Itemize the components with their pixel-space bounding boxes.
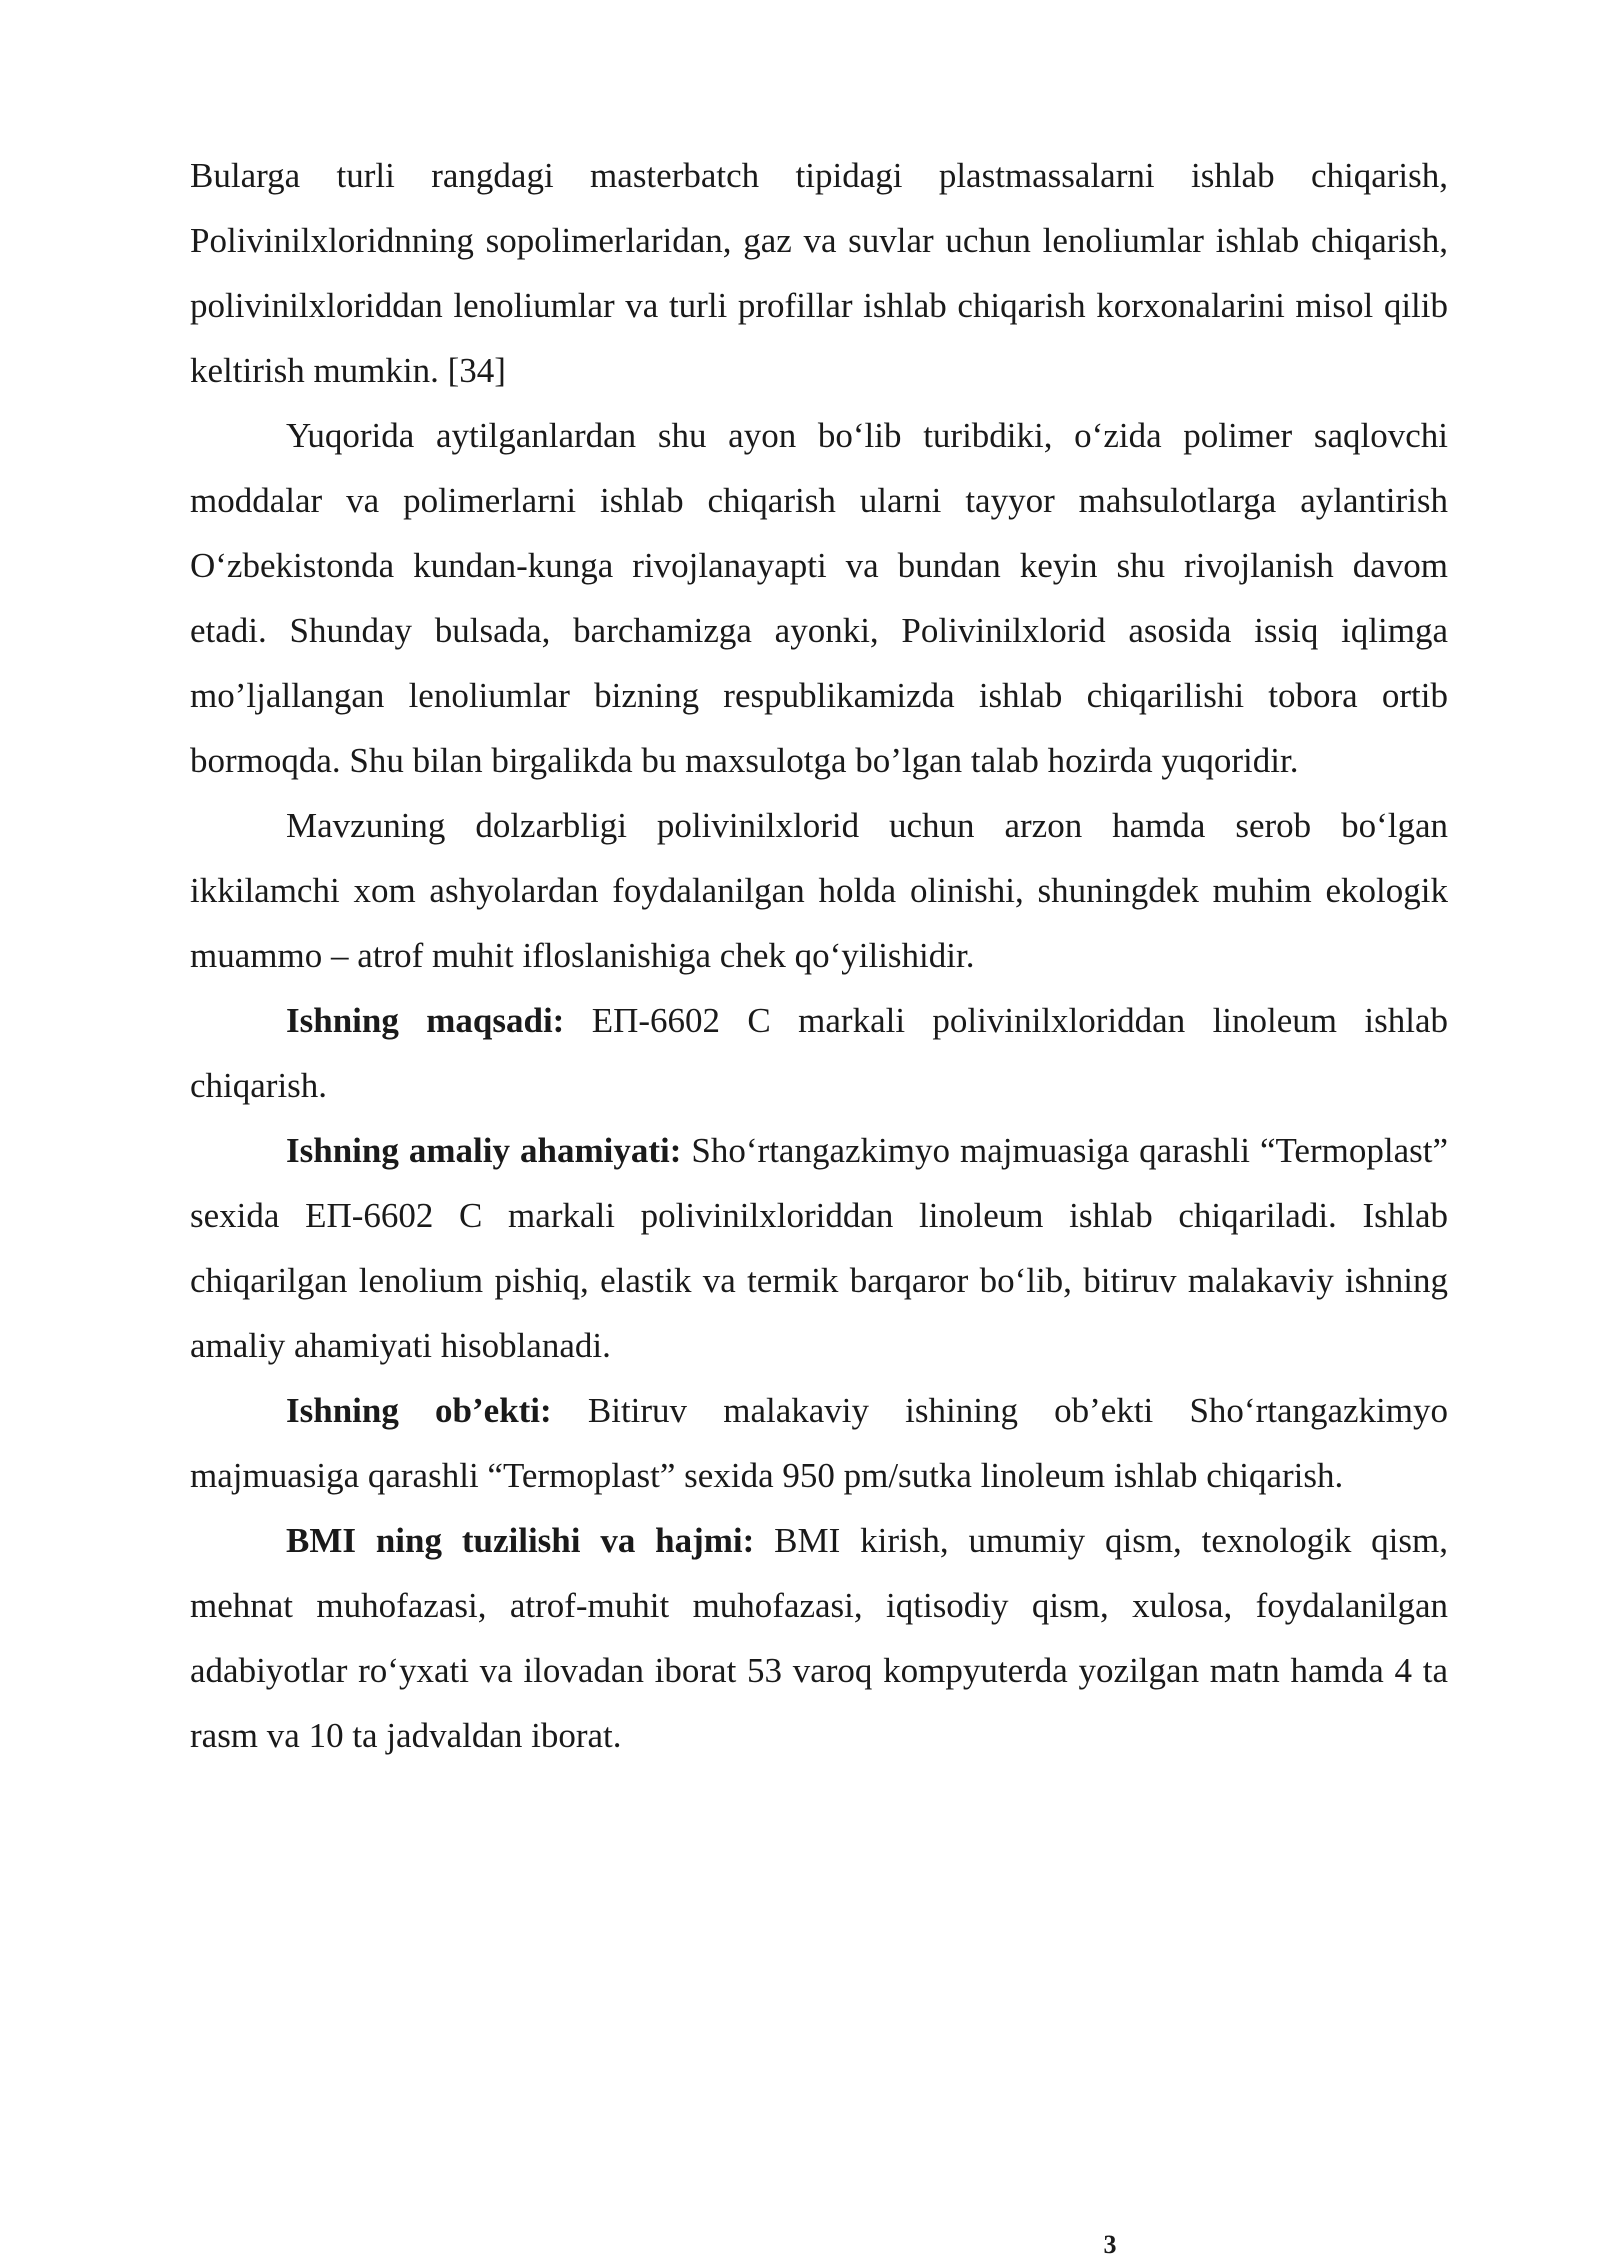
paragraph-text: Bularga turli rangdagi masterbatch tipidagi plastmassalarni ishlab chiqarish, Polivinilxloridnning sopolimerlaridan, gaz va suvlar uchun lenoliumlar ishlab chiqarish, polivinilxloriddan lenoliumlar va turli profillar ishlab chiqarish korxonalarini misol qilib keltirish mumkin. [34] [190, 156, 1448, 390]
page-number: 3 [1103, 2230, 1117, 2259]
paragraph-text: Bitiruv malakaviy ishining ob’ekti Sho‘rtangazkimyo majmuasiga qarashli “Termoplast” sexida 950 pm/sutka linoleum ishlab chiqarish. [190, 1391, 1448, 1495]
paragraph-development [190, 403, 1448, 793]
paragraph-text: Mavzuning dolzarbligi polivinilxlorid uchun arzon hamda serob bo‘lgan ikkilamchi xom ashyolardan foydalanilgan holda olinishi, shuningdek muhim ekologik muammo – atrof muhit ifloslanishiga chek qo‘yilishidir. [190, 806, 1448, 975]
paragraph-practical-significance [190, 1118, 1448, 1378]
paragraph-lead-bold: BMI ning tuzilishi va hajmi: [286, 1521, 755, 1560]
paragraph-relevance [190, 793, 1448, 988]
paragraph-lead-bold: Ishning ob’ekti: [286, 1391, 552, 1430]
document-body [190, 143, 1448, 1768]
paragraph-lead-bold: Ishning amaliy ahamiyati: [286, 1131, 682, 1170]
paragraph-goal [190, 988, 1448, 1118]
paragraph-text: Yuqorida aytilganlardan shu ayon bo‘lib turibdiki, o‘zida polimer saqlovchi moddalar va polimerlarni ishlab chiqarish ularni tayyor mahsulotlarga aylantirish O‘zbekistonda kundan-kunga rivojlanayapti va bundan keyin shu rivojlanish davom etadi. Shunday bulsada, barchamizga ayonki, Polivinilxlorid asosida issiq iqlimga mo’ljallangan lenoliumlar bizning respublikamizda ishlab chiqarilishi tobora ortib bormoqda. Shu bilan birgalikda bu maxsulotga bo’lgan talab hozirda yuqoridir. [190, 416, 1448, 780]
paragraph-text: ЕП-6602 С markali polivinilxloriddan linoleum ishlab chiqarish. [190, 1001, 1448, 1105]
paragraph-object [190, 1378, 1448, 1508]
paragraph-intro-examples [190, 143, 1448, 403]
paragraph-text: Sho‘rtangazkimyo majmuasiga qarashli “Termoplast” sexida ЕП-6602 С markali polivinilxloriddan linoleum ishlab chiqariladi. Ishlab chiqarilgan lenolium pishiq, elastik va termik barqaror bo‘lib, bitiruv malakaviy ishning amaliy ahamiyati hisoblanadi. [190, 1131, 1448, 1365]
paragraph-structure [190, 1508, 1448, 1768]
paragraph-lead-bold: Ishning maqsadi: [286, 1001, 565, 1040]
paragraph-text: BMI kirish, umumiy qism, texnologik qism, mehnat muhofazasi, atrof-muhit muhofazasi, iqtisodiy qism, xulosa, foydalanilgan adabiyotlar ro‘yxati va ilovadan iborat 53 varoq kompyuterda yozilgan matn hamda 4 ta rasm va 10 ta jadvaldan iborat. [190, 1521, 1448, 1755]
